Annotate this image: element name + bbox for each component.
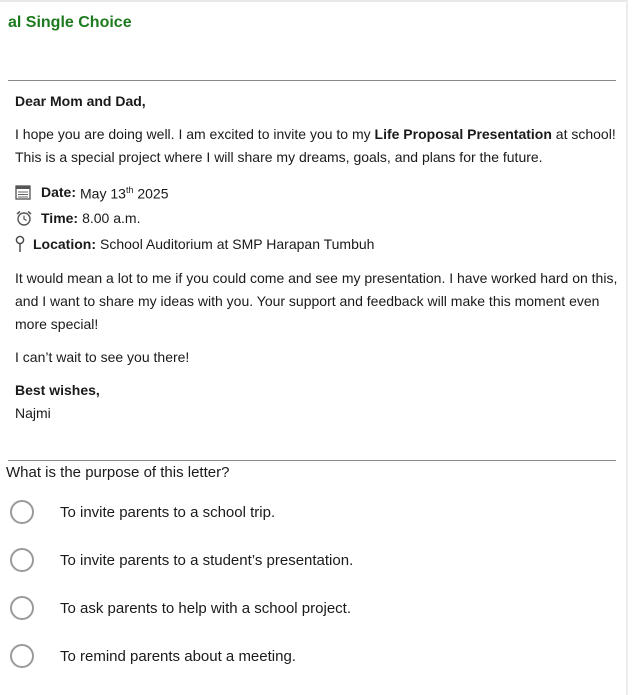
option-label: To ask parents to help with a school project. bbox=[60, 599, 351, 617]
para1-text: I hope you are doing well. I am excited to invite you to my bbox=[15, 126, 375, 142]
option-1[interactable] bbox=[10, 488, 610, 536]
para1-text-end: at school! This is a special project where I will share my dreams, goals, and plans for the future. bbox=[15, 126, 616, 165]
alarm-clock-icon bbox=[15, 209, 37, 227]
calendar-icon bbox=[15, 183, 37, 201]
right-border bbox=[626, 0, 628, 695]
letter-paragraph-3: I can’t wait to see you there! bbox=[15, 349, 190, 365]
radio-button[interactable] bbox=[10, 596, 34, 620]
time-value: 8.00 a.m. bbox=[82, 209, 141, 226]
radio-button[interactable] bbox=[10, 500, 34, 524]
date-label: Date: bbox=[41, 183, 77, 200]
letter-greeting: Dear Mom and Dad, bbox=[15, 93, 146, 109]
location-label: Location: bbox=[33, 235, 96, 252]
radio-button[interactable] bbox=[10, 644, 34, 668]
top-border bbox=[0, 0, 626, 2]
time-row bbox=[15, 205, 620, 231]
location-pin-icon bbox=[15, 235, 29, 253]
radio-button[interactable] bbox=[10, 548, 34, 572]
date-year: 2025 bbox=[133, 185, 169, 202]
letter-paragraph-1 bbox=[15, 123, 620, 169]
letter-closing: Best wishes, bbox=[15, 382, 100, 398]
event-details bbox=[15, 179, 620, 257]
letter-content bbox=[15, 90, 620, 425]
time-label: Time: bbox=[41, 209, 79, 226]
divider-top bbox=[8, 80, 616, 81]
date-value bbox=[80, 179, 168, 206]
divider-bottom bbox=[8, 460, 616, 461]
location-value: School Auditorium at SMP Harapan Tumbuh bbox=[100, 235, 375, 252]
letter-paragraph-2: It would mean a lot to me if you could come and see my presentation. I have worked hard on this, and I want to share my ideas with you. Your support and feedback will make this moment even more special! bbox=[15, 270, 618, 332]
option-label: To remind parents about a meeting. bbox=[60, 647, 296, 665]
date-row bbox=[15, 179, 620, 205]
option-label: To invite parents to a student’s presentation. bbox=[60, 551, 354, 569]
presentation-name: Life Proposal Presentation bbox=[374, 126, 552, 142]
section-title: al Single Choice bbox=[8, 14, 132, 31]
location-row bbox=[15, 231, 620, 257]
letter-signature: Najmi bbox=[15, 405, 51, 421]
answer-options bbox=[10, 488, 610, 680]
option-label: To invite parents to a school trip. bbox=[60, 503, 276, 521]
date-value-main: May 13 bbox=[80, 185, 126, 202]
date-ordinal: th bbox=[125, 184, 134, 195]
option-2[interactable] bbox=[10, 536, 610, 584]
question-text: What is the purpose of this letter? bbox=[6, 464, 230, 481]
option-4[interactable] bbox=[10, 632, 610, 680]
option-3[interactable] bbox=[10, 584, 610, 632]
